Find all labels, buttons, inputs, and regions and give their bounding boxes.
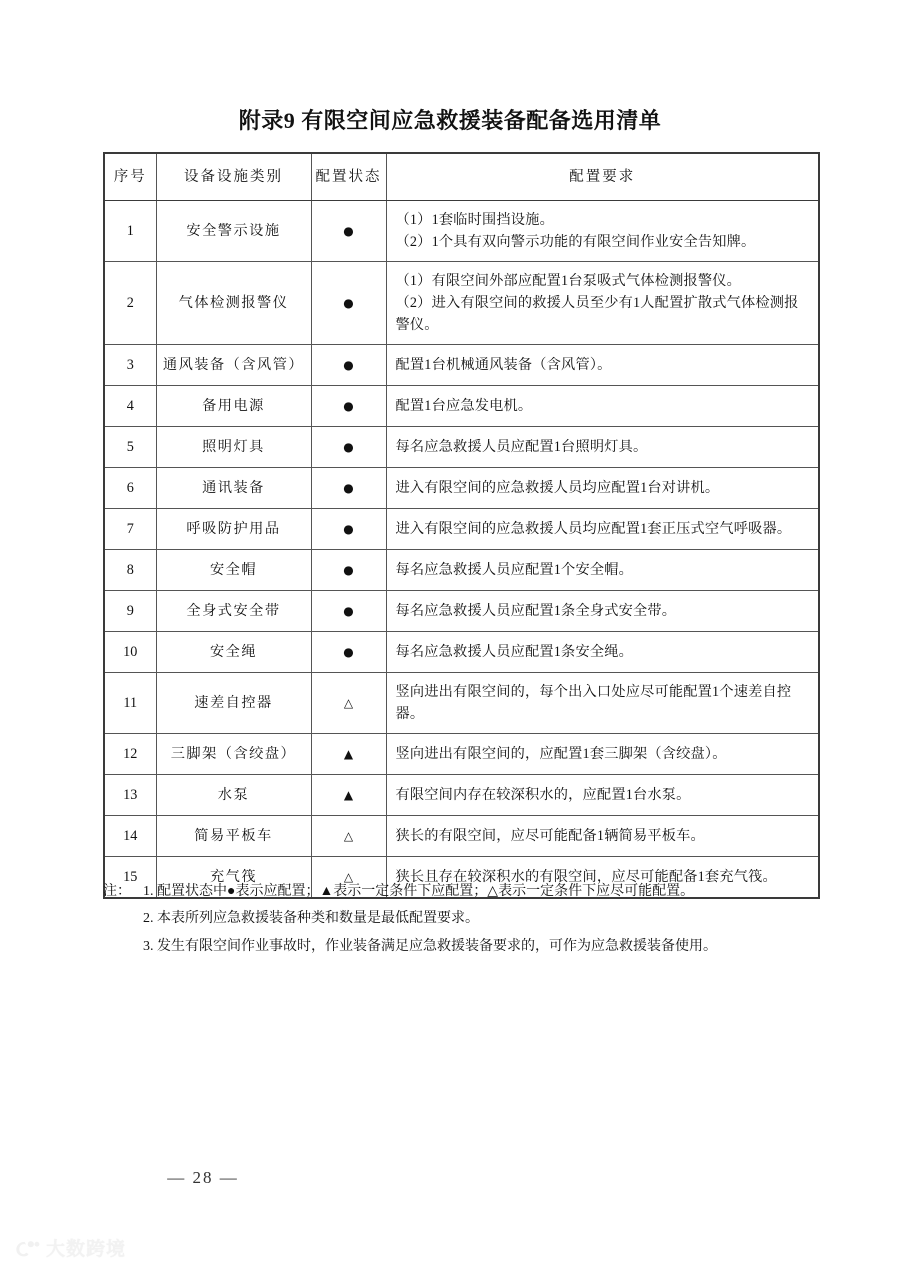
cell-config-requirement [386,262,819,345]
equipment-table [103,152,820,899]
table-row [104,386,819,427]
requirement-line: （1）1套临时围挡设施。 [395,212,554,229]
requirement-line: 每名应急救援人员应配置1台照明灯具。 [395,439,648,456]
cell-serial-number: 8 [104,550,156,591]
status-symbol-filled-circle-icon: ● [343,522,354,537]
page-title: 附录9 有限空间应急救援装备配备选用清单 [238,108,662,133]
cell-config-requirement [386,673,819,734]
table-row [104,591,819,632]
status-symbol-open-triangle-icon: △ [343,696,354,711]
cell-config-status [311,734,386,775]
requirement-line: （2）进入有限空间的救援人员至少有1人配置扩散式气体检测报警仪。 [395,295,799,334]
table-row [104,632,819,673]
cell-serial-number: 2 [104,262,156,345]
note-text: 2. 本表所列应急救援装备种类和数量是最低配置要求。 [143,911,479,927]
cell-serial-number: 11 [104,673,156,734]
cell-serial-number: 12 [104,734,156,775]
cell-serial-number: 1 [104,201,156,262]
cell-serial-number: 14 [104,816,156,857]
watermark [14,1234,126,1261]
table-row [104,509,819,550]
brand-logo-icon [14,1237,40,1259]
cell-equipment-category: 速差自控器 [156,673,311,734]
column-header-category: 设备设施类别 [156,153,311,201]
column-header-no: 序号 [104,153,156,201]
cell-equipment-category: 照明灯具 [156,427,311,468]
cell-config-status [311,386,386,427]
status-symbol-open-triangle-icon: △ [343,829,354,844]
status-symbol-filled-circle-icon: ● [343,604,354,619]
requirement-line: 竖向进出有限空间的，每个出入口处应尽可能配置1个速差自控器。 [395,684,792,723]
note-item [103,905,833,932]
cell-config-status [311,201,386,262]
cell-serial-number: 4 [104,386,156,427]
cell-serial-number: 6 [104,468,156,509]
table-row [104,816,819,857]
cell-equipment-category: 呼吸防护用品 [156,509,311,550]
table-row [104,775,819,816]
requirement-line: 狭长的有限空间，应尽可能配备1辆简易平板车。 [395,828,705,845]
note-text: 1. 配置状态中●表示应配置；▲表示一定条件下应配置；△表示一定条件下应尽可能配置。 [143,884,695,899]
table-notes [103,878,833,960]
status-symbol-filled-circle-icon: ● [343,296,354,311]
table-row [104,468,819,509]
table-row [104,550,819,591]
status-symbol-filled-triangle-icon: ▲ [343,747,354,762]
status-symbol-open-triangle-icon: △ [343,870,354,885]
cell-equipment-category: 三脚架（含绞盘） [156,734,311,775]
watermark-text: 大数跨境 [46,1239,127,1260]
cell-equipment-category: 全身式安全带 [156,591,311,632]
requirement-line: 有限空间内存在较深积水的，应配置1台水泵。 [395,787,691,804]
table-row [104,345,819,386]
cell-equipment-category: 安全警示设施 [156,201,311,262]
table-row [104,673,819,734]
notes-label: 注： [103,884,131,899]
table-row [104,201,819,262]
requirement-line: （1）有限空间外部应配置1台泵吸式气体检测报警仪。 [395,273,742,290]
status-symbol-filled-circle-icon: ● [343,399,354,414]
table-header-row [104,153,819,201]
status-symbol-filled-circle-icon: ● [343,358,354,373]
column-header-status: 配置状态 [311,153,386,201]
cell-equipment-category: 安全绳 [156,632,311,673]
cell-config-status [311,591,386,632]
cell-equipment-category: 通讯装备 [156,468,311,509]
table-header [104,153,819,201]
status-symbol-filled-circle-icon: ● [343,224,354,239]
cell-serial-number: 7 [104,509,156,550]
cell-serial-number: 15 [104,857,156,899]
cell-config-status [311,775,386,816]
cell-equipment-category: 通风装备（含风管） [156,345,311,386]
cell-serial-number: 13 [104,775,156,816]
requirement-line: 竖向进出有限空间的，应配置1套三脚架（含绞盘）。 [395,746,727,763]
cell-equipment-category: 水泵 [156,775,311,816]
cell-config-status [311,427,386,468]
cell-config-requirement [386,509,819,550]
cell-serial-number: 9 [104,591,156,632]
requirement-line: 配置1台应急发电机。 [395,398,533,415]
table-body [104,201,819,899]
status-symbol-filled-triangle-icon: ▲ [343,788,354,803]
page-number: — 28 — [167,1168,239,1187]
note-item [103,878,833,905]
requirement-line: 每名应急救援人员应配置1条全身式安全带。 [395,603,677,620]
requirement-line: 进入有限空间的应急救援人员均应配置1套正压式空气呼吸器。 [395,521,792,538]
cell-config-requirement [386,632,819,673]
column-header-requirement: 配置要求 [386,153,819,201]
cell-config-requirement [386,816,819,857]
cell-equipment-category: 简易平板车 [156,816,311,857]
cell-config-status [311,632,386,673]
cell-config-requirement [386,468,819,509]
cell-serial-number: 5 [104,427,156,468]
status-symbol-filled-circle-icon: ● [343,481,354,496]
cell-config-status [311,468,386,509]
cell-config-status [311,509,386,550]
status-symbol-filled-circle-icon: ● [343,645,354,660]
equipment-table-container [103,152,818,899]
requirement-line: 狭长且存在较深积水的有限空间，应尽可能配备1套充气筏。 [395,869,777,886]
note-item [103,933,833,960]
cell-serial-number: 10 [104,632,156,673]
cell-equipment-category: 备用电源 [156,386,311,427]
cell-config-requirement [386,386,819,427]
cell-config-status [311,673,386,734]
note-text: 3. 发生有限空间作业事故时，作业装备满足应急救援装备要求的，可作为应急救援装备使用。 [143,938,717,954]
requirement-line: （2）1个具有双向警示功能的有限空间作业安全告知牌。 [395,234,756,251]
cell-config-requirement [386,345,819,386]
cell-config-status [311,816,386,857]
cell-config-requirement [386,775,819,816]
cell-config-status [311,262,386,345]
cell-config-requirement [386,201,819,262]
cell-equipment-category: 充气筏 [156,857,311,899]
cell-equipment-category: 气体检测报警仪 [156,262,311,345]
cell-config-status [311,345,386,386]
cell-config-requirement [386,427,819,468]
requirement-line: 进入有限空间的应急救援人员均应配置1台对讲机。 [395,480,720,497]
status-symbol-filled-circle-icon: ● [343,563,354,578]
cell-equipment-category: 安全帽 [156,550,311,591]
table-row [104,427,819,468]
cell-config-requirement [386,550,819,591]
cell-config-requirement [386,591,819,632]
cell-serial-number: 3 [104,345,156,386]
cell-config-requirement [386,734,819,775]
table-row [104,262,819,345]
requirement-line: 配置1台机械通风装备（含风管）。 [395,357,612,374]
requirement-line: 每名应急救援人员应配置1条安全绳。 [395,644,633,661]
cell-config-status [311,550,386,591]
status-symbol-filled-circle-icon: ● [343,440,354,455]
table-row [104,734,819,775]
requirement-line: 每名应急救援人员应配置1个安全帽。 [395,562,633,579]
